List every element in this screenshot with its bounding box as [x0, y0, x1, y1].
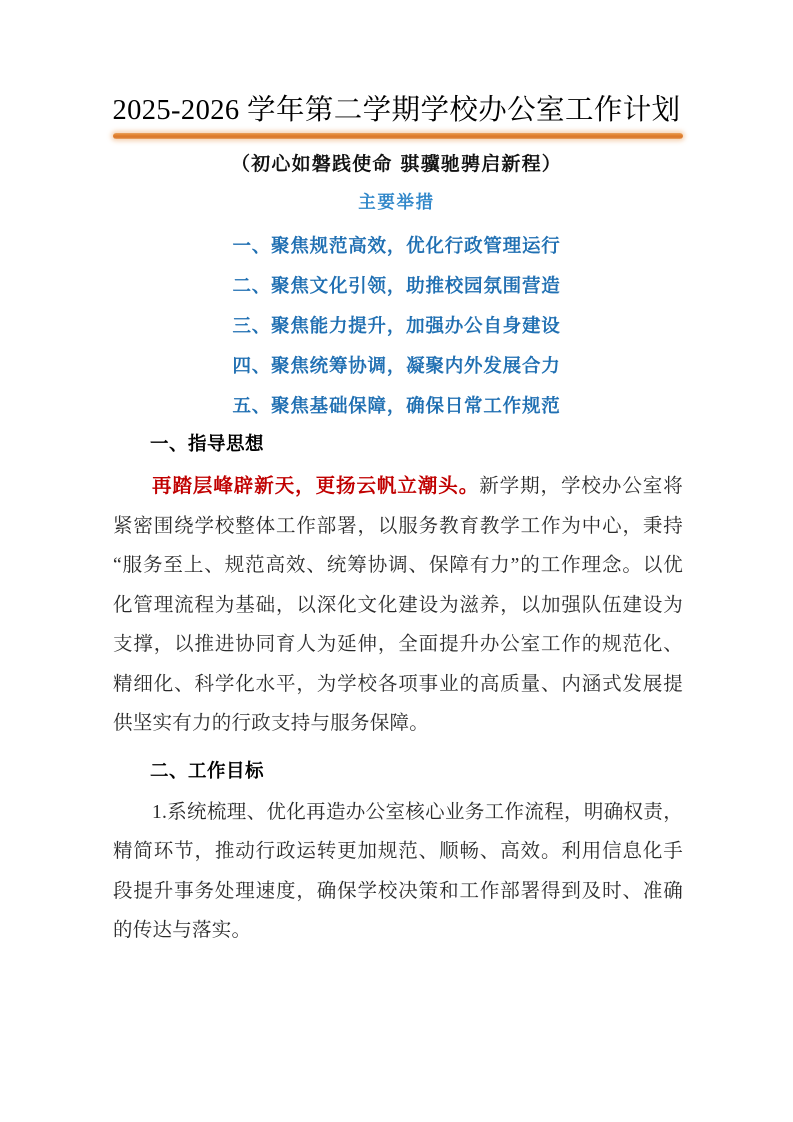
guiding-thought-highlight: 再踏层峰辟新天，更扬云帆立潮头。 — [152, 474, 480, 497]
measure-item-2: 二、聚焦文化引领，助推校园氛围营造 — [232, 276, 561, 297]
section-spacer — [113, 744, 683, 757]
section-paragraph-guiding-thought — [113, 466, 683, 744]
guiding-thought-body: 新学期，学校办公室将紧密围绕学校整体工作部署，以服务教育教学工作为中心，秉持“服务至上、规范高效、统筹协调、保障有力”的工作理念。以优化管理流程为基础，以深化文化建设为滋养，以加强队伍建设为支撑，以推进协同育人为延伸，全面提升办公室工作的规范化、精细化、科学化水平，为学校各项事业的高质量、内涵式发展提供坚实有力的行政支持与服务保障。 — [113, 476, 683, 734]
main-measures-block — [96, 190, 697, 427]
section-paragraph-work-goals: 1.系统梳理、优化再造办公室核心业务工作流程，明确权责，精简环节，推动行政运转更加规范、顺畅、高效。利用信息化手段提升事务处理速度，确保学校决策和工作部署得到及时、准确的传达与落实。 — [113, 801, 683, 941]
section-heading-guiding-thought: 一、指导思想 — [150, 434, 265, 455]
measure-item-1: 一、聚焦规范高效，优化行政管理运行 — [232, 236, 561, 257]
measure-item-3: 三、聚焦能力提升，加强办公自身建设 — [232, 316, 561, 337]
document-body — [113, 430, 683, 951]
document-subtitle: （初心如磐践使命 骐骥驰骋启新程） — [230, 153, 563, 175]
title-divider-rule — [113, 133, 683, 139]
measure-item-4: 四、聚焦统筹协调，凝聚内外发展合力 — [232, 356, 561, 377]
measures-heading: 主要举措 — [358, 193, 435, 213]
document-title: 2025-2026 学年第二学期学校办公室工作计划 — [112, 95, 681, 126]
measure-item-5: 五、聚焦基础保障，确保日常工作规范 — [232, 396, 561, 417]
section-heading-work-goals: 二、工作目标 — [150, 760, 265, 782]
